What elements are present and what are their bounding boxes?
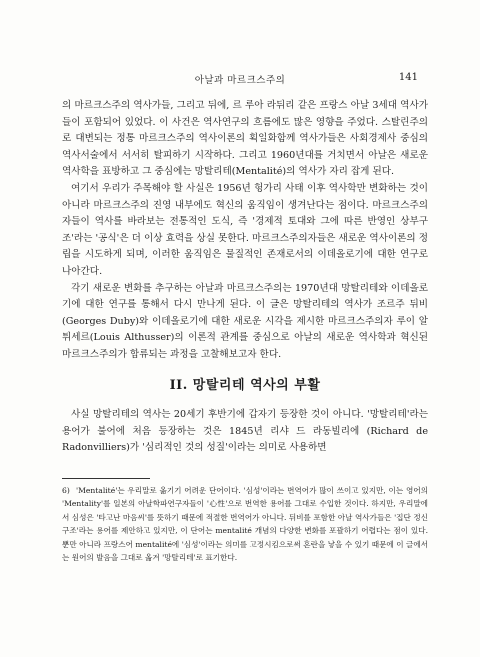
section-heading: II. 망탈리테 역사의 부활 (169, 377, 321, 393)
body-paragraph: 사실 망탈리테의 역사는 20세기 후반기에 갑자기 등장한 것이 아니다. '망탈리테'라는 용어가 불어에 처음 등장하는 것은 1845년 리샤 드 라동빌리에 (Richard de Radonvilliers)가 '심리적인 것의 성질'이라는 의미로 사용하면 (62, 409, 428, 454)
running-header (62, 72, 418, 86)
body-paragraph: 의 마르크스주의 역사가들, 그리고 뒤에, 르 루아 라뒤리 같은 프랑스 아날 3세대 역사가들이 포함되어 있었다. 이 사건은 역사연구의 흐름에도 많은 영향을 주었다. 스탈린주의로 대변되는 정통 마르크스주의 역사이론의 획일화함께 역사가들은 사회경제사 중심의 역사서술에서 서서히 탈피하기 시작하다. 그리고 1960년대를 거치면서 아날은 새로운 역사학을 표방하고 그 중심에는 망탈리테(Mentalité)의 역사가 자리 잡게 된다. (62, 100, 428, 178)
page-number: 141 (398, 72, 418, 83)
body-text (62, 98, 428, 457)
footnote (62, 484, 428, 564)
body-paragraph: 각기 새로운 변화를 추구하는 아날과 마르크스주의는 1970년대 망탈리테와 이데올로기에 대한 연구를 통해서 다시 만나게 된다. 이 글은 망탈리테의 역사가 조르주 뒤비(Georges Duby)와 이데올로기에 대한 새로운 시각을 제시한 마르크스주의자 루이 알튀세르(Louis Althusser)의 이론적 관계를 중심으로 아날의 새로운 역사학과 혁신된 마르크스주의가 합류되는 과정을 고찰해보고자 한다. (62, 282, 428, 360)
footnote-divider (62, 478, 150, 479)
footnote-text: 'Mentalité'는 우리말로 옮기기 어려운 단어이다. '심성'이라는 번역어가 많이 쓰이고 있지만, 이는 영어의 'Mentality'를 일본의 아날학파연구자들이 '心性'으로 번역한 용어를 그대로 수입한 것이다. 하지만, 우리말에서 심성은 '타고난 마음씨'를 뜻하기 때문에 적절한 번역어가 아니다. 뒤비를 포함한 아날 역사가들은 '집단 정신구조'라는 용어를 제안하고 있지만, 이 단어는 mentalité 개념의 다양한 변화를 포괄하기 어렵다는 점이 있다. 뿐만 아니라 프랑스어 mentalité에 '심성'이라는 의미를 고정시킴으로써 혼란을 낳을 수 있기 때문에 이 글에서는 원어의 발음을 그대로 옮겨 '망탈리테'로 표기한다. (62, 486, 428, 563)
footnote-marker: 6) (62, 486, 70, 495)
body-paragraph: 여기서 우리가 주목해야 할 사실은 1956년 헝가리 사태 이후 역사학만 변화하는 것이 아니라 마르크스주의 진영 내부에도 혁신의 움직임이 생겨난다는 점이다. 마르크스주의자들이 역사를 바라보는 전통적인 도식, 즉 '경제적 토대와 그에 따른 반영인 상부구조'라는 '공식'은 더 이상 효력을 상실 못한다. 마르크스주의자들은 새로운 역사이론의 정립을 시도하게 되며, 이러한 움직임은 물질적인 존재로서의 이데올로기에 대한 연구로 나아간다. (62, 182, 428, 277)
running-title: 아날과 마르크스주의 (194, 75, 286, 86)
